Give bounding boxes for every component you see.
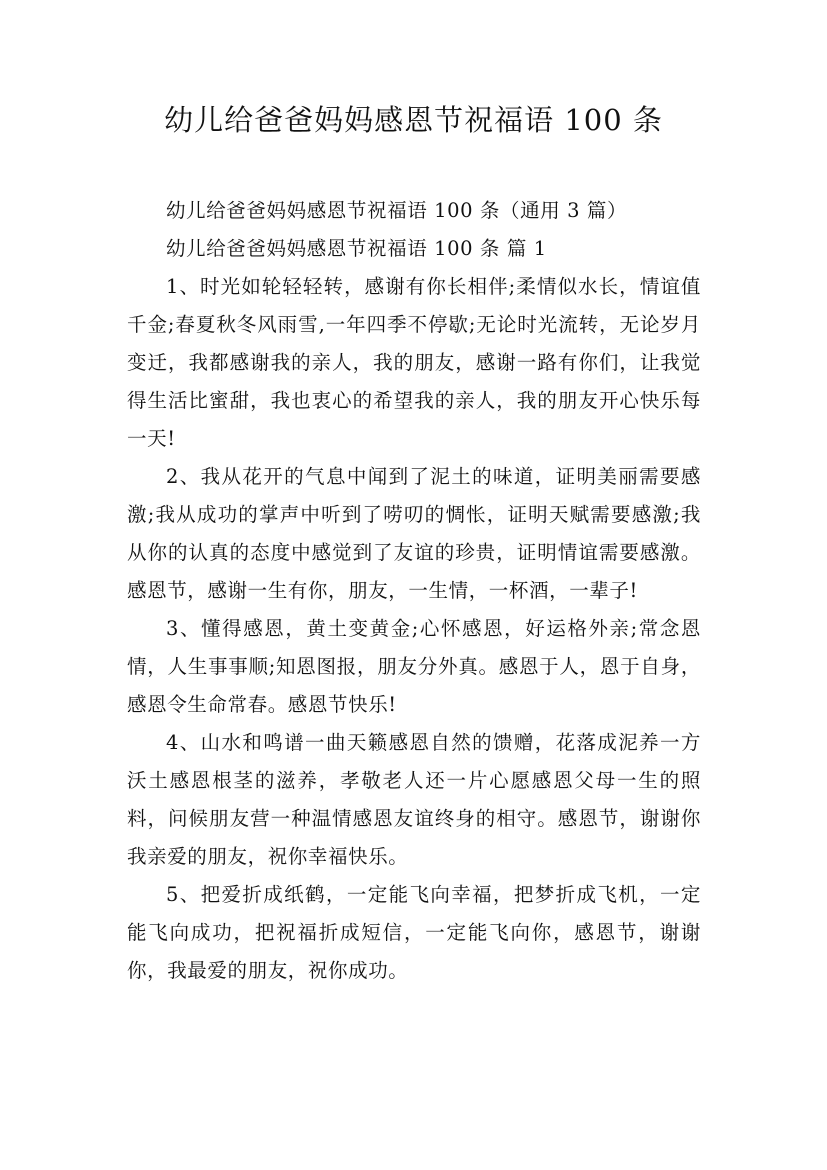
paragraph-2: 2、我从花开的气息中闻到了泥土的味道，证明美丽需要感激;我从成功的掌声中听到了唠叨的惆怅，证明天赋需要感激;我从你的认真的态度中感觉到了友谊的珍贵，证明情谊需要感激。感恩节，感谢一生有你，朋友，一生情，一杯酒，一辈子! — [127, 465, 701, 602]
document-subtitle: 幼儿给爸爸妈妈感恩节祝福语 100 条（通用 3 篇） — [166, 199, 628, 222]
paragraph-1: 1、时光如轮轻轻转，感谢有你长相伴;柔情似水长，情谊值千金;春夏秋冬风雨雪,一年四季不停歇;无论时光流转，无论岁月变迁，我都感谢我的亲人，我的朋友，感谢一路有你们，让我觉得生活比蜜甜，我也衷心的希望我的亲人，我的朋友开心快乐每一天! — [127, 275, 701, 450]
paragraph-3: 3、懂得感恩，黄土变黄金;心怀感恩，好运格外亲;常念恩情，人生事事顺;知恩图报，朋友分外真。感恩于人，恩于自身，感恩令生命常春。感恩节快乐! — [127, 617, 701, 716]
page-title: 幼儿给爸爸妈妈感恩节祝福语 100 条 — [164, 103, 663, 137]
paragraph-4: 4、山水和鸣谱一曲天籁感恩自然的馈赠，花落成泥养一方沃土感恩根茎的滋养，孝敬老人还一片心愿感恩父母一生的照料，问候朋友营一种温情感恩友谊终身的相守。感恩节，谢谢你我亲爱的朋友，祝你幸福快乐。 — [127, 731, 701, 868]
section-heading: 幼儿给爸爸妈妈感恩节祝福语 100 条 篇 1 — [166, 237, 547, 260]
paragraph-5: 5、把爱折成纸鹤，一定能飞向幸福，把梦折成飞机，一定能飞向成功，把祝福折成短信，一定能飞向你，感恩节，谢谢你，我最爱的朋友，祝你成功。 — [127, 883, 701, 982]
document-body — [127, 192, 701, 990]
